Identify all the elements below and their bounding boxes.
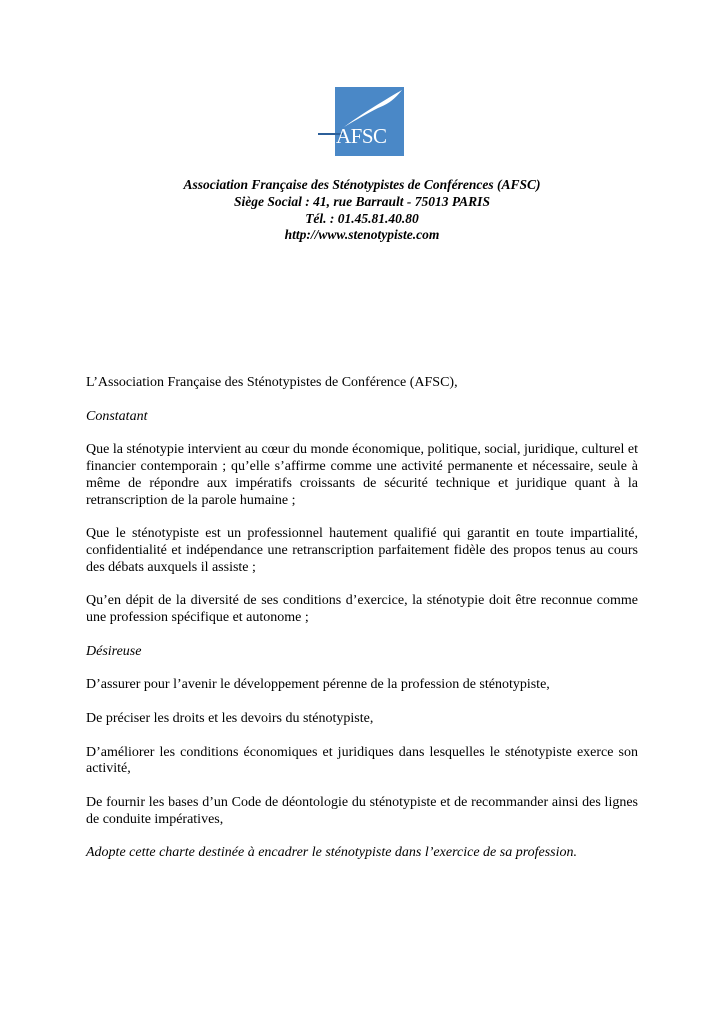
- association-website: http://www.stenotypiste.com: [284, 227, 440, 243]
- association-phone: Tél. : 01.45.81.40.80: [305, 210, 419, 226]
- constatant-heading: Constatant: [86, 408, 148, 424]
- paragraph-assurer: D’assurer pour l’avenir le développement pérenne de la profession de sténotypiste,: [86, 677, 550, 693]
- intro-paragraph: L’Association Française des Sténotypistes de Conférence (AFSC),: [86, 375, 458, 390]
- conclusion-paragraph: Adopte cette charte destinée à encadrer le sténotypiste dans l’exercice de sa profession.: [86, 845, 578, 861]
- paragraph-fournir: De fournir les bases d’un Code de déontologie du sténotypiste et de recommander ainsi des lignes de conduite impératives,: [86, 794, 638, 827]
- afsc-logo: [318, 87, 406, 156]
- association-address: Siège Social : 41, rue Barrault - 75013 PARIS: [234, 193, 490, 209]
- afsc-logo-graphic: [318, 87, 406, 156]
- paragraph-stenotypie: Que la sténotypie intervient au cœur du monde économique, politique, social, juridique, culturel et financier contemporain ; qu’elle s’affirme comme une activité permanente et nécessaire, seule à même de répondre aux impératifs croissants de sécurité technique et juridique quant à la retranscription de la parole humaine ;: [86, 442, 638, 508]
- logo-text: AFSC: [336, 124, 387, 148]
- paragraph-stenotypiste: Que le sténotypiste est un professionnel hautement qualifié qui garantit en toute impartialité, confidentialité et indépendance une retranscription parfaitement fidèle des propos tenus au cours des débats auxquels il assiste ;: [86, 526, 638, 575]
- association-header: [86, 177, 638, 244]
- paragraph-preciser: De préciser les droits et les devoirs du sténotypiste,: [86, 710, 374, 726]
- paragraph-ameliorer: D’améliorer les conditions économiques et juridiques dans lesquelles le sténotypiste exerce son activité,: [86, 744, 638, 777]
- paragraph-diversite: Qu’en dépit de la diversité de ses conditions d’exercice, la sténotypie doit être reconnue comme une profession spécifique et autonome ;: [86, 593, 638, 626]
- charter-body: [86, 375, 638, 879]
- association-name: Association Française des Sténotypistes de Conférences (AFSC): [183, 177, 541, 192]
- desireuse-heading: Désireuse: [86, 643, 142, 659]
